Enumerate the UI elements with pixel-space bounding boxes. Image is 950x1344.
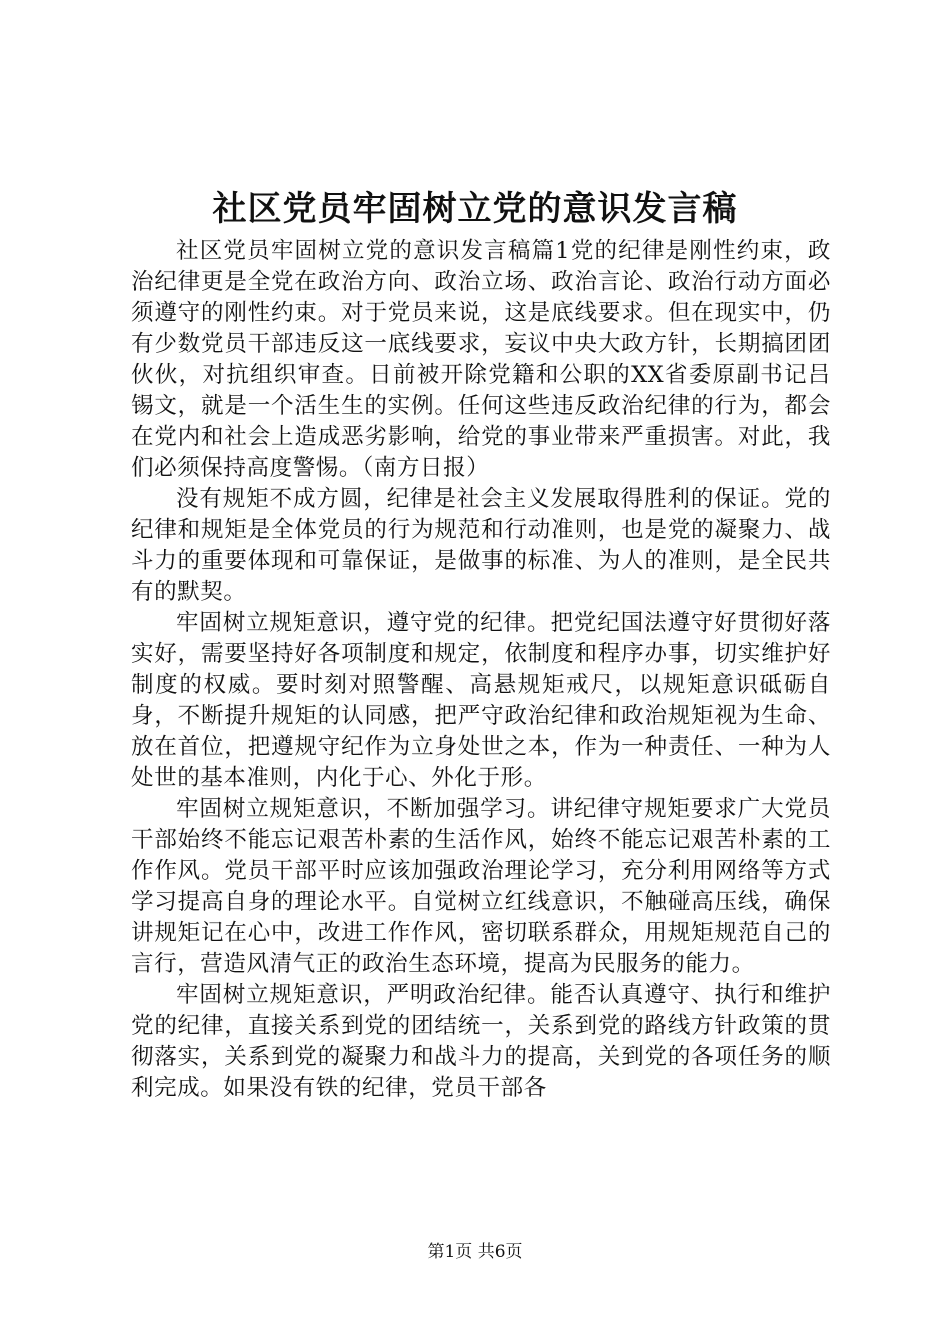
document-body [131, 236, 831, 1104]
page-number-footer: 第1页 共6页 [427, 1242, 523, 1262]
document-title: 社区党员牢固树立党的意识发言稿 [212, 189, 738, 229]
paragraph-2: 没有规矩不成方圆，纪律是社会主义发展取得胜利的保证。党的纪律和规矩是全体党员的行为规范和行动准则，也是党的凝聚力、战斗力的重要体现和可靠保证，是做事的标准、为人的准则，是全民共有的默契。 [131, 486, 831, 605]
paragraph-5: 牢固树立规矩意识，严明政治纪律。能否认真遵守、执行和维护党的纪律，直接关系到党的团结统一，关系到党的路线方针政策的贯彻落实，关系到党的凝聚力和战斗力的提高，关到党的各项任务的顺利完成。如果没有铁的纪律，党员干部各 [131, 982, 831, 1101]
paragraph-3: 牢固树立规矩意识，遵守党的纪律。把党纪国法遵守好贯彻好落实好，需要坚持好各项制度和规定，依制度和程序办事，切实维护好制度的权威。要时刻对照警醒、高悬规矩戒尺，以规矩意识砥砺自身，不断提升规矩的认同感，把严守政治纪律和政治规矩视为生命、放在首位，把遵规守纪作为立身处世之本，作为一种责任、一种为人处世的基本准则，内化于心、外化于形。 [131, 610, 831, 791]
paragraph-1: 社区党员牢固树立党的意识发言稿篇1党的纪律是刚性约束，政治纪律更是全党在政治方向、政治立场、政治言论、政治行动方面必须遵守的刚性约束。对于党员来说，这是底线要求。但在现实中，仍有少数党员干部违反这一底线要求，妄议中央大政方针，长期搞团团伙伙，对抗组织审查。日前被开除党籍和公职的XX省委原副书记吕锡文，就是一个活生生的实例。任何这些违反政治纪律的行为，都会在党内和社会上造成恶劣影响，给党的事业带来严重损害。对此，我们必须保持高度警惕。（南方日报） [131, 238, 831, 481]
paragraph-4: 牢固树立规矩意识，不断加强学习。讲纪律守规矩要求广大党员干部始终不能忘记艰苦朴素的生活作风，始终不能忘记艰苦朴素的工作作风。党员干部平时应该加强政治理论学习，充分利用网络等方式学习提高自身的理论水平。自觉树立红线意识，不触碰高压线，确保讲规矩记在心中，改进工作作风，密切联系群众，用规矩规范自己的言行，营造风清气正的政治生态环境，提高为民服务的能力。 [131, 796, 831, 977]
